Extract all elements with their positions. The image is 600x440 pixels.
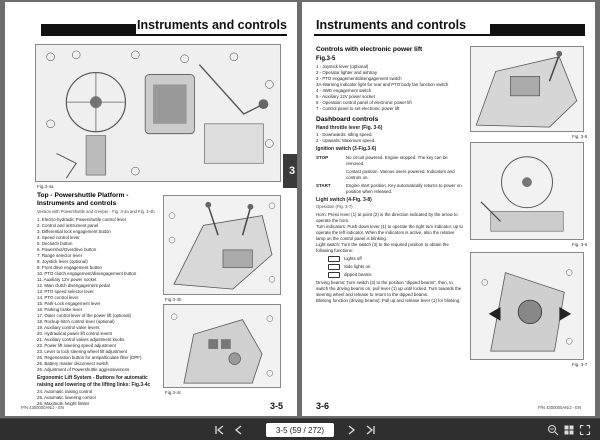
list-item: 6 - Operation control panel of electronic power lift [316,100,412,105]
list-item: 9. Front drive engagement button [37,265,102,270]
fig-3-4b-label: Fig.3-4b [165,297,182,302]
side-console-drawing [164,196,280,294]
side-console-figure [163,195,281,295]
ignition-desc: No circuit powered. Engine stopped. The key can be removed. [346,155,448,166]
list-item: 4. Speed control lever [37,235,80,240]
dash-heading: Dashboard controls [316,116,379,123]
fullscreen-icon [579,424,591,436]
ep-list [316,64,464,112]
lamp-label: dipped beams [344,272,372,277]
list-item: 7 - Control panel to set electronic power lift [316,106,400,111]
list-item: 26. Adjustment of Powershuttle aggressiveness [37,367,130,372]
list-item: 2 - Upwards: Maximum speed. [316,138,376,143]
zoom-out-icon [547,424,559,436]
list-item: 3. Differential lock engagement button [37,229,111,234]
list-item: 20. Hydraulical power lift control levers [37,331,113,336]
fig-3-5-label: Fig. 3-5 [572,134,588,139]
ep-controls-drawing [471,47,583,131]
list-item: Blinking function (driving beams): Pull up and release lever (1) for blinking. [316,298,461,303]
lamp-label: Side lights on [344,264,371,269]
first-page-icon [213,424,225,436]
list-item: 1 - Joystick lever (optional) [316,64,369,69]
list-item: 13. PTO speed selector lever [37,289,94,294]
hand-throttle-heading: Hand throttle lever (Fig. 3-6) [316,125,383,131]
controls-list [37,217,157,373]
list-item: 3 - PTO engagement/disengagement switch [316,76,402,81]
ergo-heading: Ergonomic Lift System - Buttons for automatic raising and lowering of the lifting links: Fig.3-4c [37,375,151,388]
side-lights-icon [328,264,340,270]
ignition-heading: Ignition switch (3-Fig.3-6) [316,146,377,152]
list-item: Driving beams: Turn switch (3) to the position "dipped beams", then, to switch the driving beams on, pull lever (1) up until locked. Turn towards the steering wheel and release to return to the dipped beams. [316,280,462,297]
light-switch-heading: Light switch (4-Fig. 3-8) [316,197,372,203]
right-footer: P/N 4300000AN/J - EN [537,405,581,410]
list-item: 5 - Auxiliary 12V power socket [316,94,375,99]
chevron-right-icon [345,424,357,436]
drive-beams-list [316,280,464,304]
list-item: 26. Maximum height limiter [37,401,90,406]
lamp-row [328,256,464,262]
first-page-button[interactable] [212,419,226,440]
fullscreen-button[interactable] [578,419,592,440]
right-text-column [316,46,464,304]
light-switch-drawing [471,253,583,359]
list-item: 2. Control and instrument panel [37,223,99,228]
light-switch-figure [470,252,584,360]
list-item: 19. Auxiliary control valve levers [37,325,100,330]
ignition-key: START [316,183,331,188]
ignition-row [316,169,464,181]
list-item: 11. Auxiliary 12V power socket [37,277,97,282]
right-page [302,2,595,416]
dashboard-figure [470,142,584,240]
dipped-beams-icon [328,272,340,278]
right-page-header [314,12,585,36]
fit-page-button[interactable] [562,419,576,440]
lights-off-icon [328,256,340,262]
ergo-lift-figure [163,304,281,388]
left-page-number: 3-5 [269,401,283,411]
list-item: 12. Main clutch disengagement pedal [37,283,110,288]
left-page-title: Instruments and controls [136,18,287,32]
next-page-button[interactable] [344,419,358,440]
list-item: 5. Declutch button [37,241,73,246]
list-item: 8. Joystick lever (optional) [37,259,88,264]
last-page-icon [365,424,377,436]
right-page-title: Instruments and controls [316,18,467,32]
list-item: 14. PTO control lever [37,295,79,300]
section-heading: Top - Powershuttle Platform - Instruments and controls [37,192,129,207]
ergo-lift-drawing [164,305,280,387]
list-item: 24. Automatic raising control [37,389,93,394]
list-item: 22. Power lift lowering speed adjustment [37,343,116,348]
ignition-row [316,155,464,167]
left-footer: P/N 4300000AN/J - EN [21,405,65,410]
ignition-desc: Engine start position. Key automatically returns to power on position when released. [346,183,462,194]
list-item: Turn indicators: Push down lever (1) to operate the right turn indicator, up to operate the left indicator. When the indicators is active, also the relative lamp on the control panel is blinking. [316,224,464,241]
list-item: 25. Battery master disconnect switch [37,361,109,366]
section-subtitle: Version with Powershuttle and creeper - Fig. 3-4a and Fig. 3-4b [37,209,155,214]
zoom-out-button[interactable] [546,419,560,440]
left-text-column [37,192,157,407]
list-item: 18. Rockup-hitch control lever (optional) [37,319,115,324]
cab-controls-drawing [36,45,280,181]
list-item: 21. Auxiliary control valves adjustment knobs [37,337,125,342]
lamp-row [328,264,464,270]
ep-heading: Controls with electronic power lift [316,46,423,53]
fig-3-4c-label: Fig.3-4c [165,390,182,395]
right-page-number: 3-6 [316,401,330,411]
chevron-left-icon [233,424,245,436]
list-item: Light switch: Turn the switch (3) to the required position to obtain the following functions: [316,242,449,253]
list-item: 26. Regeneration button for antiparticulate filter (DPF) [37,355,142,360]
chapter-tab: 3 [283,154,297,188]
ignition-row [316,183,464,195]
page-number-input[interactable]: 3-5 (59 / 272) [266,423,334,437]
hand-throttle-list [316,132,464,144]
header-bar [490,24,585,34]
list-item: 25. Automatic lowering control [37,395,96,400]
header-bar [41,24,136,34]
prev-page-button[interactable] [232,419,246,440]
list-item: 1. Electro-hydraulic Powershuttle control lever [37,217,127,222]
ep-fig-ref: Fig.3-5 [316,56,336,62]
list-item: 17. Outer control lever of the power lift (optional) [37,313,131,318]
lamp-row [328,272,464,278]
ep-controls-figure [470,46,584,132]
list-item: 16. Parking brake lever [37,307,83,312]
list-item: 10. PTO clutch engagement/disengagement button [37,271,137,276]
light-switch-sub: Operation (Fig. 3-7) [316,204,353,209]
list-item: 2 - Operator lighter and ashtray [316,70,378,75]
grid-icon [563,424,575,436]
fig-3-6-label: Fig. 3-6 [572,242,588,247]
ignition-key: STOP [316,155,329,160]
list-item: 7. Range selector lever [37,253,83,258]
light-list [316,212,464,254]
lamp-label: Lights off [344,256,362,261]
left-page-header [41,12,287,36]
list-item: Horn: Press lever (1) at point (2) in the direction indicated by the arrow to operate the horn. [316,212,458,223]
list-item: 3A-Warning indicator light for rear and PTO body fan function switch [316,82,449,87]
ignition-key [316,169,342,181]
dashboard-drawing [471,143,583,239]
list-item: 15. Park-Lock engagement lever [37,301,101,306]
list-item: 23. Lever to lock steering wheel tilt adjustment [37,349,128,354]
list-item: 4 - 4WD engagement switch [316,88,372,93]
fig-3-4a-label: Fig.3-4a [37,184,54,189]
ignition-desc: Contact position. Various users powered. Indicators and controls on. [346,169,455,180]
last-page-button[interactable] [364,419,378,440]
cab-controls-figure [35,44,281,182]
viewer-toolbar [0,418,600,440]
list-item: 1 - Downwards: Idling speed. [316,132,373,137]
left-page [5,2,297,416]
list-item: 6. Powershut/Overdrive button [37,247,97,252]
fig-3-7-label: Fig. 3-7 [572,362,588,367]
